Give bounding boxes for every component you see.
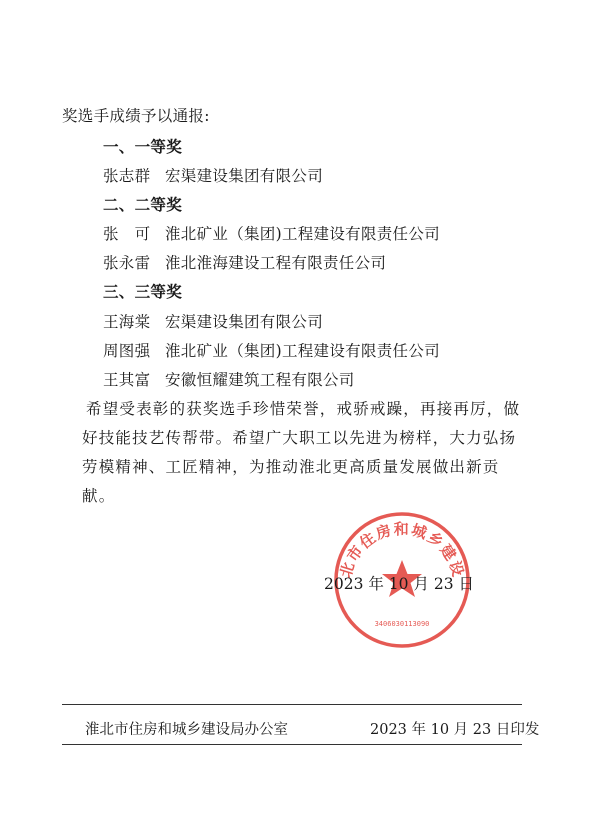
winner-name: 王其富 <box>103 371 151 389</box>
winner-name: 张永雷 <box>103 254 151 272</box>
section-heading-third-prize: 三、三等奖 <box>103 283 183 301</box>
winner-entry <box>103 368 355 390</box>
winner-company: 淮北淮海建设工程有限责任公司 <box>165 254 387 272</box>
footer-print-date: 2023 年 10 月 23 日印发 <box>370 722 540 738</box>
section-heading-second-prize: 二、二等奖 <box>103 196 183 214</box>
winner-name: 王海棠 <box>103 313 151 331</box>
winner-company: 宏渠建设集团有限公司 <box>165 167 324 185</box>
signature-date: 2023 年 10 月 23 日 <box>324 575 475 593</box>
section-heading-first-prize: 一、一等奖 <box>103 138 183 156</box>
winner-entry <box>103 339 440 361</box>
seal-text: 北市住房和城乡建设 <box>336 520 468 580</box>
closing-paragraph: 希望受表彰的获奖选手珍惜荣誉，戒骄戒躁，再接再厉，做好技能技艺传帮带。希望广大职工以先进为榜样，大力弘扬劳模精神、工匠精神，为推动淮北更高质量发展做出新贡献。 <box>82 400 521 505</box>
seal-number: 3406030113090 <box>374 620 430 628</box>
winner-company: 淮北矿业（集团)工程建设有限责任公司 <box>165 225 440 243</box>
winner-entry <box>103 310 323 332</box>
winner-name: 周图强 <box>103 342 151 360</box>
winner-name: 张 可 <box>103 225 151 243</box>
winner-company: 宏渠建设集团有限公司 <box>165 313 324 331</box>
winner-entry <box>103 164 323 186</box>
winner-company: 淮北矿业（集团)工程建设有限责任公司 <box>165 342 440 360</box>
winner-entry <box>103 251 386 273</box>
intro-text: 奖选手成绩予以通报: <box>62 107 210 125</box>
winner-name: 张志群 <box>103 167 151 185</box>
winner-company: 安徽恒耀建筑工程有限公司 <box>165 371 355 389</box>
footer-bottom-divider <box>62 744 522 745</box>
footer-issuer: 淮北市住房和城乡建设局办公室 <box>85 722 288 738</box>
footer-top-divider <box>62 704 522 705</box>
winner-entry <box>103 222 440 244</box>
